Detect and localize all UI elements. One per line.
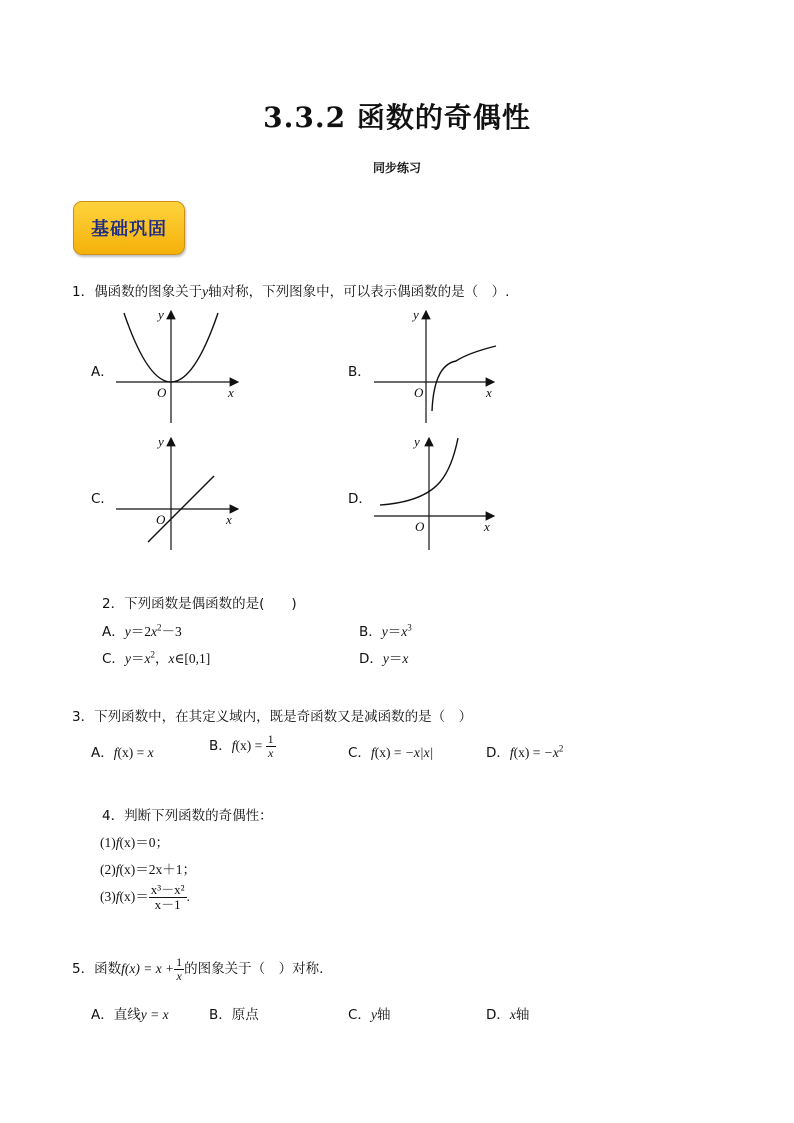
graph-a	[110, 305, 250, 425]
q1-option-b-label: B．	[348, 364, 371, 380]
origin-label: O	[156, 512, 166, 527]
q3-option-b: B．f(x) = $\frac{1}{x}$	[209, 732, 274, 760]
q5-option-d: D．x轴	[486, 1007, 530, 1023]
graph-c	[110, 432, 250, 552]
q1-option-a-label: A．	[91, 364, 114, 380]
question-3-stem: 3．下列函数中，在其定义域内，既是奇函数又是减函数的是（ ）	[72, 709, 473, 725]
q1-option-c-label: C．	[91, 491, 114, 507]
y-axis-label: y	[158, 307, 164, 322]
section-badge	[73, 201, 185, 255]
x-axis-label: x	[228, 385, 234, 400]
q4-item-2: (2)f(x)＝2x＋1；	[100, 862, 197, 877]
log-curve	[432, 346, 496, 411]
question-1-stem: 1．偶函数的图象关于y轴对称，下列图象中，可以表示偶函数的是（ ）.	[72, 284, 510, 300]
q3-option-c: C．f(x) = −x|x|	[348, 745, 434, 761]
q5-option-a: A．直线y = x	[91, 1007, 169, 1023]
question-5-stem: 5．函数f(x) = x + $\frac{1}{x}$ 的图象关于（ ）对称.	[72, 955, 324, 983]
page-title: 3.3.2 函数的奇偶性	[263, 101, 531, 134]
y-axis-label: y	[158, 434, 164, 449]
q2-option-b: B．$y=x^3$	[359, 622, 412, 640]
question-4-stem: 4．判断下列函数的奇偶性：	[102, 808, 273, 824]
q5-option-c: C．y轴	[348, 1007, 391, 1023]
q5-option-b: B．原点	[209, 1007, 259, 1023]
q4-item-1: (1)f(x)＝0；	[100, 835, 170, 850]
origin-label: O	[415, 519, 425, 534]
y-axis-label: y	[413, 307, 419, 322]
x-axis-label: x	[484, 519, 490, 534]
origin-label: O	[157, 385, 167, 400]
y-axis-label: y	[414, 434, 420, 449]
x-axis-label: x	[226, 512, 232, 527]
graph-b	[368, 305, 508, 425]
q1-option-d-label: D．	[348, 491, 372, 507]
q3-option-a: A．f(x) = x	[91, 745, 154, 761]
q4-item-3: (3)f(x)＝ $\frac{\text{x³－x²}}{x-1}$ .	[100, 882, 190, 912]
q2-option-d: D．y＝x	[359, 651, 409, 667]
q2-option-c: C．$y=x^2$，x∈[0,1]	[102, 649, 211, 667]
q2-option-a: A．$y=2x^2-3$	[102, 622, 182, 640]
section-badge-label: 基础巩固	[91, 219, 167, 240]
graph-d	[368, 432, 508, 552]
question-2-stem: 2．下列函数是偶函数的是( )	[102, 596, 297, 612]
q3-option-d: D．$f(x) = -x^2$	[486, 743, 564, 761]
origin-label: O	[414, 385, 424, 400]
page-subtitle: 同步练习	[372, 161, 421, 175]
x-axis-label: x	[486, 385, 492, 400]
